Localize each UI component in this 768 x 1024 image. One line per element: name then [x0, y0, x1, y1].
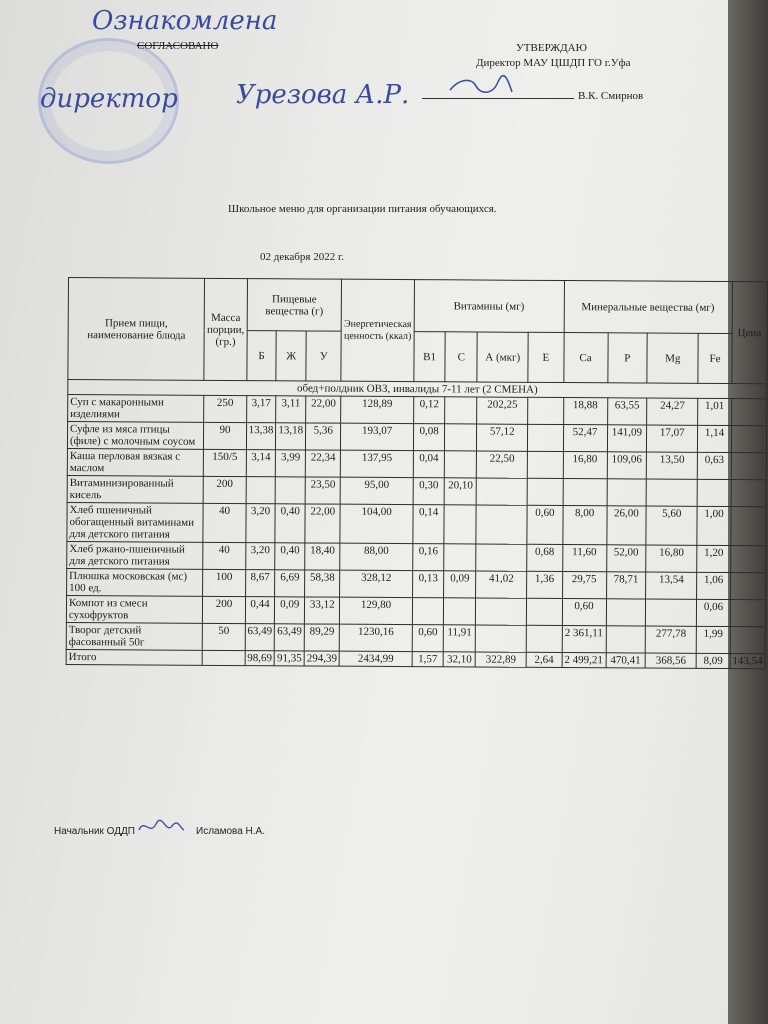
dish-name: Творог детский фасованный 50г	[66, 622, 202, 650]
cell	[527, 478, 562, 505]
cell: 22,00	[306, 396, 341, 423]
cell	[476, 478, 527, 505]
subheader: Ж	[276, 331, 306, 381]
cell: 11,91	[444, 625, 476, 652]
cell: 40	[203, 542, 245, 569]
footer-signature	[136, 816, 186, 838]
cell: 8,00	[562, 506, 606, 545]
cell: 18,40	[305, 543, 340, 570]
cell: 3,20	[245, 504, 275, 543]
cell: 0,16	[412, 544, 444, 571]
subheader: У	[306, 331, 342, 381]
cell: 23,50	[305, 477, 340, 504]
cell: 6,69	[275, 570, 305, 597]
cell: 1,00	[697, 506, 731, 545]
cell: 0,44	[245, 597, 275, 624]
cell: 24,27	[647, 398, 698, 425]
subheader: С	[445, 332, 477, 382]
table-row	[67, 541, 766, 572]
cell: 16,80	[646, 545, 697, 572]
menu-date: 02 декабря 2022 г.	[260, 251, 344, 263]
cell: 0,12	[413, 397, 445, 424]
cell: 277,78	[645, 626, 696, 653]
cell	[606, 626, 646, 653]
cell: 0,06	[697, 599, 731, 626]
cell: 20,10	[444, 478, 476, 505]
cell: 0,08	[413, 424, 445, 451]
cell: 0,09	[275, 597, 305, 624]
cell: 89,29	[304, 624, 339, 651]
table-row	[67, 568, 766, 599]
cell: 2,64	[526, 652, 561, 667]
cell	[526, 625, 561, 652]
cell: 1,14	[698, 425, 732, 452]
dish-name: Хлеб ржано-пшеничный для детского питания	[67, 541, 203, 569]
cell: 104,00	[340, 504, 413, 543]
header-mass: Масса порции, (гр.)	[204, 278, 247, 380]
subheader: Mg	[647, 333, 698, 383]
cell: 3,11	[276, 396, 306, 423]
cell	[730, 573, 765, 600]
cell	[445, 424, 477, 451]
table-row	[67, 502, 766, 545]
cell	[527, 598, 562, 625]
cell: 41,02	[476, 571, 527, 598]
cell: 91,35	[274, 651, 304, 666]
subheader: Е	[528, 332, 564, 382]
footer-role: Начальник ОДДП	[54, 826, 135, 837]
cell: 294,39	[304, 651, 339, 666]
menu-table	[66, 277, 768, 669]
cell: 22,00	[305, 504, 340, 543]
cell: 2 499,21	[562, 653, 606, 668]
cell: 0,60	[527, 505, 563, 544]
subheader: Fe	[698, 333, 732, 383]
dish-name: Суп с макаронными изделиями	[68, 395, 204, 423]
cell: 3,99	[276, 450, 306, 477]
cell: 328,12	[340, 570, 413, 597]
cell: 52,47	[563, 425, 607, 452]
cell	[697, 479, 731, 506]
cell: 1,57	[412, 652, 444, 667]
cell: 129,80	[340, 597, 413, 624]
dish-name: Каша перловая вязкая с маслом	[67, 448, 203, 476]
total-label: Итого	[66, 649, 202, 665]
cell: 0,13	[412, 571, 444, 598]
cell: 88,00	[340, 543, 413, 570]
cell: 98,69	[245, 651, 275, 666]
cell: 150/5	[204, 449, 246, 476]
handwritten-position: директор	[40, 84, 178, 114]
cell: 200	[203, 476, 245, 503]
cell	[730, 546, 765, 573]
cell: 2434,99	[339, 651, 412, 666]
cell: 368,56	[645, 653, 696, 668]
cell	[412, 598, 444, 625]
cell: 0,68	[527, 544, 562, 571]
director-signature	[446, 72, 516, 100]
subheader: А (мкг)	[477, 332, 528, 382]
cell: 8,09	[696, 653, 730, 668]
table-row	[67, 422, 766, 453]
cell	[202, 650, 244, 665]
subheader: Р	[607, 333, 647, 383]
dish-name: Суфле из мяса птицы (филе) с молочным соусом	[67, 422, 203, 450]
cell	[476, 505, 527, 544]
cell: 57,12	[477, 424, 528, 451]
cell: 22,50	[476, 451, 527, 478]
cell: 32,10	[443, 652, 475, 667]
cell	[445, 451, 477, 478]
cell: 52,00	[606, 545, 646, 572]
handwritten-note: Ознакомлена	[92, 6, 278, 36]
subheader: Са	[563, 333, 607, 383]
cell: 90	[204, 422, 246, 449]
table-row	[67, 475, 766, 506]
cell: 141,09	[607, 425, 647, 452]
cell: 0,60	[412, 625, 444, 652]
cell	[646, 479, 697, 506]
cell: 63,49	[275, 624, 305, 651]
cell: 33,12	[304, 597, 339, 624]
table-row	[68, 395, 767, 426]
cell: 1,36	[527, 571, 562, 598]
cell	[646, 599, 697, 626]
dish-name: Компот из смеси сухофруктов	[66, 595, 202, 623]
cell: 0,63	[698, 452, 732, 479]
approval-left-title: СОГЛАСОВАНО	[137, 40, 219, 52]
cell: 22,34	[305, 450, 340, 477]
cell: 78,71	[606, 572, 646, 599]
cell	[731, 426, 766, 453]
cell	[444, 598, 476, 625]
footer-name: Исламова Н.А.	[196, 826, 266, 837]
cell: 13,38	[246, 423, 276, 450]
cell: 322,89	[475, 652, 526, 667]
cell: 11,60	[562, 545, 606, 572]
cell: 5,36	[306, 423, 341, 450]
cell	[275, 477, 305, 504]
cell	[476, 544, 527, 571]
cell: 63,49	[245, 624, 275, 651]
cell	[475, 625, 526, 652]
cell: 5,60	[646, 506, 697, 545]
cell: 26,00	[606, 506, 646, 545]
cell	[563, 479, 607, 506]
cell: 202,25	[477, 397, 528, 424]
cell: 50	[203, 623, 245, 650]
cell	[607, 479, 647, 506]
cell: 200	[203, 596, 245, 623]
cell: 0,30	[413, 478, 445, 505]
cell: 0,04	[413, 451, 445, 478]
cell	[445, 397, 477, 424]
cell	[444, 505, 476, 544]
cell	[528, 424, 563, 451]
cell: 109,06	[607, 452, 647, 479]
cell: 13,18	[276, 423, 306, 450]
header-vitamins: Витамины (мг)	[414, 280, 564, 333]
cell	[476, 598, 527, 625]
cell: 1230,16	[340, 624, 413, 651]
subheader: В1	[414, 332, 446, 382]
header-nutrients: Пищевые вещества (г)	[247, 279, 342, 332]
page-title: Школьное меню для организации питания обучающихся.	[228, 203, 497, 215]
dish-name: Плюшка московская (мс) 100 ед.	[67, 568, 203, 596]
cell: 18,88	[563, 398, 607, 425]
cell: 2 361,11	[562, 626, 606, 653]
table-row	[67, 448, 766, 479]
cell: 137,95	[341, 450, 414, 477]
cell: 3,17	[246, 396, 276, 423]
approval-right-title: УТВЕРЖДАЮ	[516, 42, 587, 54]
cell: 95,00	[340, 477, 413, 504]
cell: 3,14	[246, 450, 276, 477]
table-header-row	[68, 278, 767, 334]
cell	[528, 397, 563, 424]
cell: 1,99	[696, 626, 730, 653]
cell: 17,07	[647, 425, 698, 452]
cell	[731, 399, 766, 426]
cell: 16,80	[563, 452, 607, 479]
cell	[731, 507, 767, 546]
cell: 13,50	[646, 452, 697, 479]
cell	[731, 453, 766, 480]
handwritten-name: Урезова А.Р.	[236, 80, 410, 110]
section-label: обед+полдник ОВЗ, инвалиды 7-11 лет (2 СМЕНА)	[68, 380, 767, 399]
cell	[606, 599, 646, 626]
cell: 193,07	[341, 423, 414, 450]
dish-name: Хлеб пшеничный обогащенный витаминами для детского питания	[67, 502, 204, 542]
cell	[246, 477, 276, 504]
cell	[731, 480, 766, 507]
header-minerals: Минеральные вещества (мг)	[564, 281, 732, 334]
cell: 58,38	[305, 570, 340, 597]
cell: 0,14	[413, 505, 445, 544]
header-energy: Энергетическая ценность (ккал)	[341, 279, 414, 381]
table-row	[66, 595, 765, 626]
cell: 250	[204, 395, 246, 422]
subheader: Б	[246, 331, 276, 381]
cell: 0,40	[275, 543, 305, 570]
header-meal: Прием пищи, наименование блюда	[68, 278, 205, 381]
cell: 100	[203, 569, 245, 596]
cell	[444, 544, 476, 571]
cell: 128,89	[341, 396, 414, 423]
cell: 3,20	[245, 543, 275, 570]
cell: 0,09	[444, 571, 476, 598]
cell: 1,01	[698, 398, 732, 425]
cell: 0,40	[275, 504, 305, 543]
cell: 0,60	[562, 599, 606, 626]
table-row	[66, 622, 765, 653]
cell: 1,06	[697, 572, 731, 599]
cell: 40	[203, 503, 246, 542]
cell: 29,75	[562, 572, 606, 599]
cell: 63,55	[607, 398, 647, 425]
cell	[730, 600, 765, 627]
cell: 143,54	[730, 654, 765, 669]
cell	[730, 627, 765, 654]
cell	[527, 451, 562, 478]
cell: 470,41	[606, 653, 646, 668]
cell: 1,20	[697, 545, 731, 572]
cell: 13,54	[646, 572, 697, 599]
header-price: Цена	[732, 282, 768, 384]
approval-right-name: В.К. Смирнов	[578, 90, 644, 102]
dish-name: Витаминизированный кисель	[67, 475, 203, 503]
approval-right-position: Директор МАУ ЦШДП ГО г.Уфа	[476, 57, 631, 69]
cell: 8,67	[245, 570, 275, 597]
